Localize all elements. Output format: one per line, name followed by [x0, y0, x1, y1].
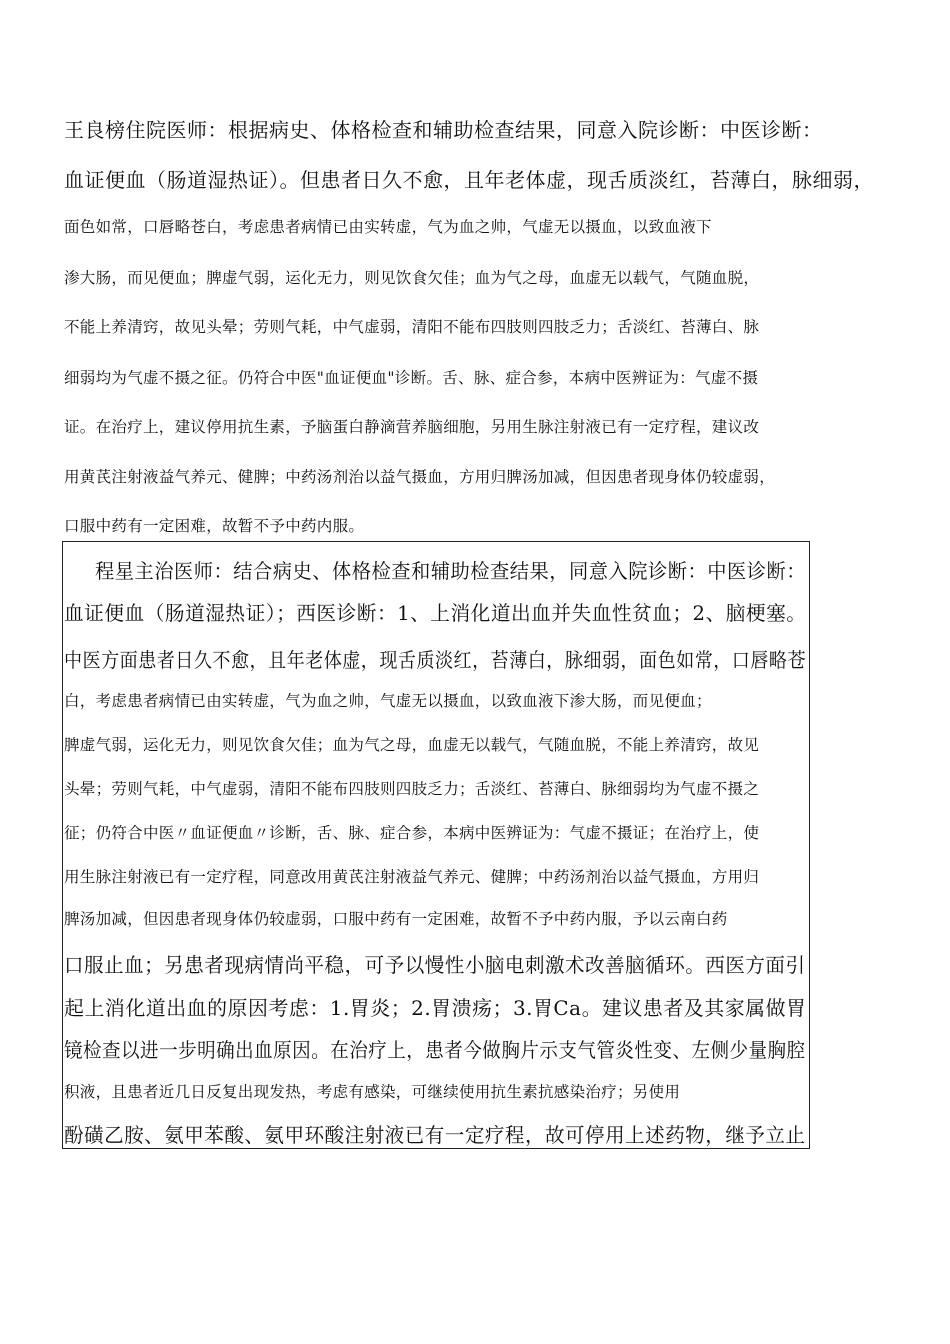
note-line: 用生脉注射液已有一定疗程，同意改用黄芪注射液益气养元、健脾；中药汤剂治以益气摄血，方用归 — [64, 868, 760, 886]
note-line: 头晕；劳则气耗，中气虚弱，清阳不能布四肢则四肢乏力；舌淡红、苔薄白、脉细弱均为气虚不摄之 — [64, 780, 760, 798]
note-line: 王良榜住院医师：根据病史、体格检查和辅助检查结果，同意入院诊断：中医诊断： — [64, 118, 823, 142]
note-line: 细弱均为气虚不摄之征。仍符合中医"血证便血"诊断。舌、脉、症合参，本病中医辨证为：气虚不摄 — [64, 369, 759, 387]
note-line: 面色如常，口唇略苍白，考虑患者病情已由实转虚，气为血之帅，气虚无以摄血，以致血液下 — [64, 218, 712, 236]
note-line: 积液，且患者近几日反复出现发热，考虑有感染，可继续使用抗生素抗感染治疗；另使用 — [64, 1083, 681, 1101]
note-line: 渗大肠，而见便血；脾虚气弱，运化无力，则见饮食欠佳；血为气之母，血虚无以载气，气随血脱， — [64, 269, 760, 287]
note-line: 脾汤加减，但因患者现身体仍较虚弱，口服中药有一定困难，故暂不予中药内服，予以云南白药 — [64, 910, 728, 928]
note-line: 证。在治疗上，建议停用抗生素，予脑蛋白静滴营养脑细胞，另用生脉注射液已有一定疗程，建议改 — [64, 418, 760, 436]
note-line: 血证便血（肠道湿热证）；西医诊断：1、上消化道出血并失血性贫血；2、脑梗塞。 — [64, 601, 807, 625]
note-line: 起上消化道出血的原因考虑：1.胃炎；2.胃溃疡；3.胃Ca。建议患者及其家属做胃 — [64, 996, 807, 1020]
note-line: 血证便血（肠道湿热证）。但患者日久不愈，且年老体虚，现舌质淡红，苔薄白，脉细弱， — [64, 168, 874, 192]
note-line: 口服止血；另患者现病情尚平稳，可予以慢性小脑电刺激术改善脑循环。西医方面引 — [64, 953, 806, 977]
note-line: 征；仍符合中医〃血证便血〃诊断，舌、脉、症合参，本病中医辨证为：气虚不摄证；在治疗上，使 — [64, 824, 760, 842]
note-line: 不能上养清窍，故见头晕；劳则气耗，中气虚弱，清阳不能布四肢则四肢乏力；舌淡红、苔薄白、脉 — [64, 318, 760, 336]
note-line: 酚磺乙胺、氨甲苯酸、氨甲环酸注射液已有一定疗程，故可停用上述药物，继予立止 — [64, 1123, 806, 1147]
note-line: 中医方面患者日久不愈，且年老体虚，现舌质淡红，苔薄白，脉细弱，面色如常，口唇略苍 — [64, 648, 806, 672]
note-line: 用黄芪注射液益气养元、健脾；中药汤剂治以益气摄血，方用归脾汤加减，但因患者现身体仍较虚弱， — [64, 468, 776, 486]
note-line: 白，考虑患者病情已由实转虚，气为血之帅，气虚无以摄血，以致血液下渗大肠，而见便血； — [64, 692, 712, 710]
note-line: 脾虚气弱，运化无力，则见饮食欠佳；血为气之母，血虚无以载气，气随血脱，不能上养清窍，故见 — [64, 736, 760, 754]
note-line: 程星主治医师：结合病史、体格检查和辅助检查结果，同意入院诊断：中医诊断： — [95, 559, 806, 583]
note-line: 镜检查以进一步明确出血原因。在治疗上，患者今做胸片示支气管炎性变、左侧少量胸腔 — [64, 1038, 806, 1062]
note-line: 口服中药有一定困难，故暂不予中药内服。 — [64, 517, 365, 535]
